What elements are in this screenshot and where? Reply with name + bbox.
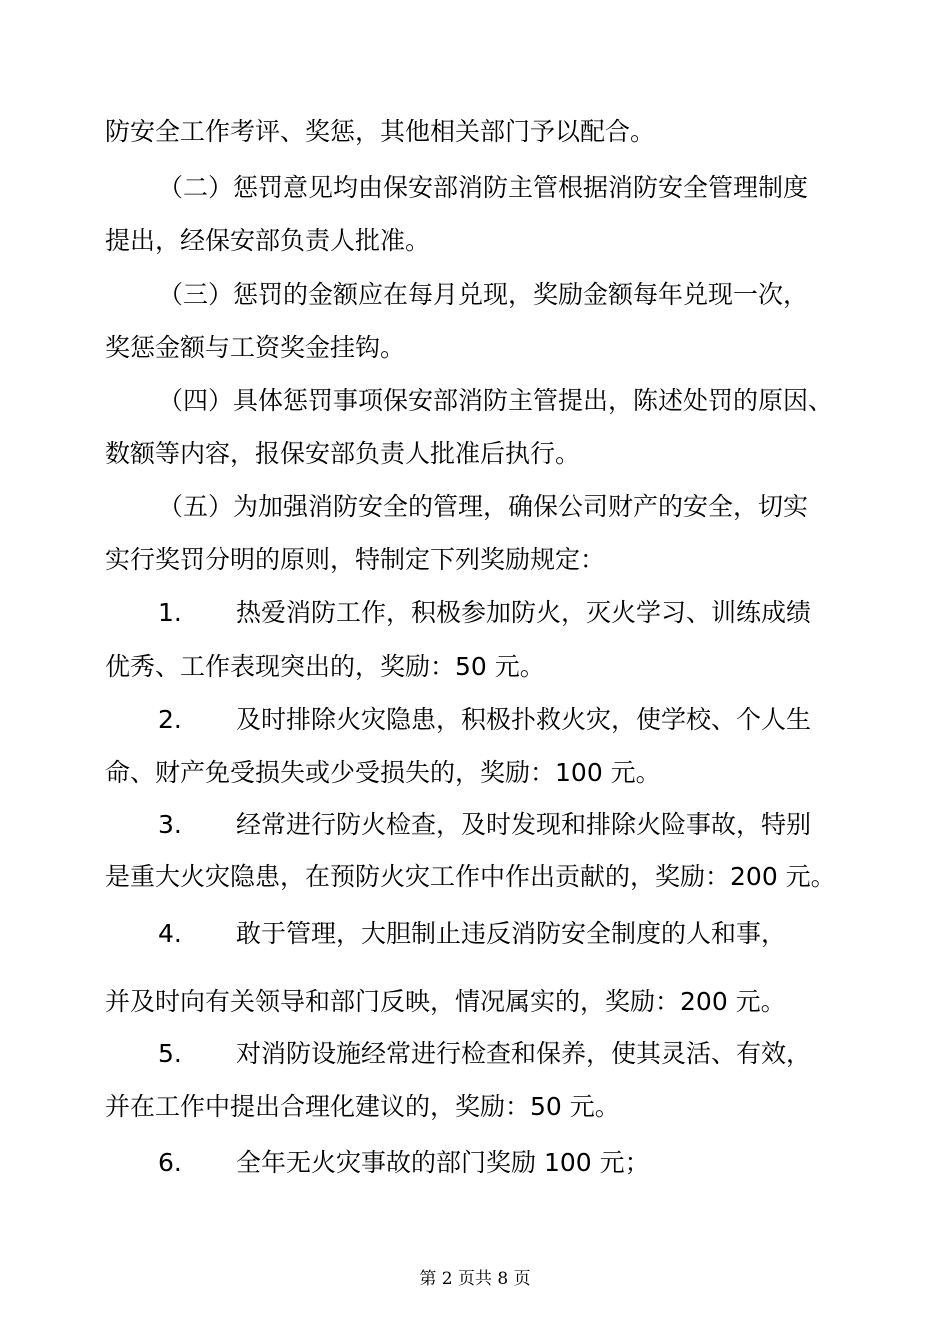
paragraph-line: （三）惩罚的金额应在每月兑现，奖励金额每年兑现一次， (158, 280, 809, 309)
paragraph-line: 实行奖罚分明的原则，特制定下列奖励规定： (105, 545, 606, 574)
list-item-number: 2. (158, 705, 182, 734)
paragraph-line: 数额等内容，报保安部负责人批准后执行。 (105, 439, 581, 468)
list-item-text: 及时排除火灾隐患，积极扑救火灾，使学校、个人生 (236, 705, 812, 734)
list-item-text: 敢于管理，大胆制止违反消防安全制度的人和事， (236, 919, 787, 948)
list-item-number: 5. (158, 1039, 182, 1068)
list-item-text: 对消防设施经常进行检查和保养，使其灵活、有效， (236, 1039, 812, 1068)
paragraph-line: 奖惩金额与工资奖金挂钩。 (105, 333, 406, 362)
paragraph-line: （五）为加强消防安全的管理，确保公司财产的安全，切实 (158, 492, 809, 521)
list-item-continuation: 命、财产免受损失或少受损失的，奖励：100 元。 (105, 758, 661, 787)
paragraph-line: （二）惩罚意见均由保安部消防主管根据消防安全管理制度 (158, 173, 809, 202)
list-item-continuation: 优秀、工作表现突出的，奖励：50 元。 (105, 652, 545, 681)
paragraph-line: 提出，经保安部负责人批准。 (105, 226, 431, 255)
list-item-continuation: 并在工作中提出合理化建议的，奖励：50 元。 (105, 1092, 620, 1121)
list-item-text: 全年无火灾事故的部门奖励 100 元； (236, 1148, 650, 1177)
paragraph-line: （四）具体惩罚事项保安部消防主管提出，陈述处罚的原因、 (158, 386, 834, 415)
list-item-number: 3. (158, 810, 182, 839)
list-item-number: 4. (158, 919, 182, 948)
list-item-text: 热爱消防工作，积极参加防火，灭火学习、训练成绩 (236, 598, 812, 627)
list-item-number: 1. (158, 598, 182, 627)
list-item-continuation: 并及时向有关领导和部门反映，情况属实的，奖励：200 元。 (105, 987, 786, 1016)
list-item-continuation: 是重大火灾隐患，在预防火灾工作中作出贡献的，奖励：200 元。 (105, 862, 836, 891)
page-footer: 第 2 页共 8 页 (419, 1269, 531, 1289)
list-item-number: 6. (158, 1148, 182, 1177)
list-item-text: 经常进行防火检查，及时发现和排除火险事故，特别 (236, 810, 812, 839)
paragraph-line: 防安全工作考评、奖惩，其他相关部门予以配合。 (105, 117, 656, 146)
